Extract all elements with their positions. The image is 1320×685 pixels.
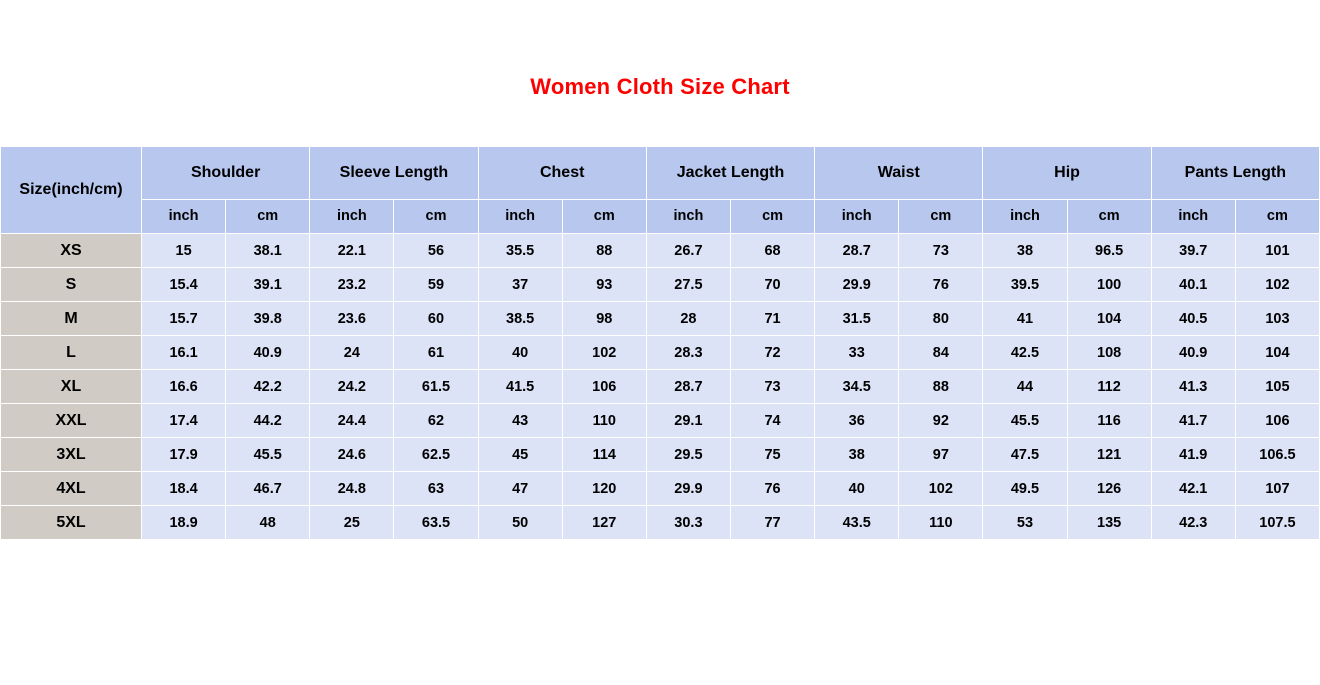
cell-value: 18.9	[142, 506, 226, 540]
cell-value: 15	[142, 234, 226, 268]
table-row	[1, 506, 1320, 540]
cell-value: 40	[478, 336, 562, 370]
row-size-label: XL	[1, 370, 142, 404]
cell-value: 84	[899, 336, 983, 370]
cell-value: 33	[815, 336, 899, 370]
row-size-label: L	[1, 336, 142, 370]
cell-value: 74	[730, 404, 814, 438]
cell-value: 28.7	[646, 370, 730, 404]
cell-value: 107.5	[1235, 506, 1319, 540]
cell-value: 42.5	[983, 336, 1067, 370]
cell-value: 16.6	[142, 370, 226, 404]
cell-value: 17.9	[142, 438, 226, 472]
row-size-label: 5XL	[1, 506, 142, 540]
cell-value: 38.1	[226, 234, 310, 268]
row-size-label: 4XL	[1, 472, 142, 506]
cell-value: 25	[310, 506, 394, 540]
cell-value: 112	[1067, 370, 1151, 404]
header-unit-4: inch	[478, 199, 562, 233]
cell-value: 37	[478, 268, 562, 302]
cell-value: 41.3	[1151, 370, 1235, 404]
cell-value: 103	[1235, 302, 1319, 336]
header-unit-10: inch	[983, 199, 1067, 233]
table-body	[1, 234, 1320, 540]
cell-value: 29.5	[646, 438, 730, 472]
cell-value: 101	[1235, 234, 1319, 268]
cell-value: 39.8	[226, 302, 310, 336]
cell-value: 61.5	[394, 370, 478, 404]
cell-value: 38.5	[478, 302, 562, 336]
cell-value: 43.5	[815, 506, 899, 540]
cell-value: 41.9	[1151, 438, 1235, 472]
cell-value: 73	[899, 234, 983, 268]
cell-value: 42.1	[1151, 472, 1235, 506]
cell-value: 16.1	[142, 336, 226, 370]
group-header-row	[1, 147, 1320, 200]
header-group-shoulder: Shoulder	[142, 147, 310, 200]
table-row	[1, 234, 1320, 268]
cell-value: 107	[1235, 472, 1319, 506]
cell-value: 41.5	[478, 370, 562, 404]
header-unit-13: cm	[1235, 199, 1319, 233]
size-chart-table	[0, 146, 1320, 540]
cell-value: 60	[394, 302, 478, 336]
cell-value: 71	[730, 302, 814, 336]
cell-value: 34.5	[815, 370, 899, 404]
cell-value: 110	[562, 404, 646, 438]
cell-value: 41.7	[1151, 404, 1235, 438]
cell-value: 23.2	[310, 268, 394, 302]
cell-value: 62.5	[394, 438, 478, 472]
header-unit-8: inch	[815, 199, 899, 233]
cell-value: 29.9	[815, 268, 899, 302]
cell-value: 121	[1067, 438, 1151, 472]
cell-value: 93	[562, 268, 646, 302]
cell-value: 38	[983, 234, 1067, 268]
cell-value: 98	[562, 302, 646, 336]
cell-value: 102	[899, 472, 983, 506]
cell-value: 17.4	[142, 404, 226, 438]
header-group-pants-length: Pants Length	[1151, 147, 1319, 200]
header-unit-5: cm	[562, 199, 646, 233]
size-chart-container	[0, 146, 1320, 540]
cell-value: 27.5	[646, 268, 730, 302]
cell-value: 15.7	[142, 302, 226, 336]
cell-value: 108	[1067, 336, 1151, 370]
cell-value: 76	[730, 472, 814, 506]
cell-value: 24	[310, 336, 394, 370]
cell-value: 30.3	[646, 506, 730, 540]
cell-value: 106	[562, 370, 646, 404]
cell-value: 22.1	[310, 234, 394, 268]
cell-value: 49.5	[983, 472, 1067, 506]
cell-value: 36	[815, 404, 899, 438]
row-size-label: S	[1, 268, 142, 302]
table-row	[1, 336, 1320, 370]
header-unit-12: inch	[1151, 199, 1235, 233]
cell-value: 96.5	[1067, 234, 1151, 268]
cell-value: 59	[394, 268, 478, 302]
header-unit-6: inch	[646, 199, 730, 233]
row-size-label: XS	[1, 234, 142, 268]
header-unit-3: cm	[394, 199, 478, 233]
page-title: Women Cloth Size Chart	[530, 74, 790, 99]
cell-value: 40	[815, 472, 899, 506]
cell-value: 40.1	[1151, 268, 1235, 302]
cell-value: 104	[1235, 336, 1319, 370]
cell-value: 15.4	[142, 268, 226, 302]
cell-value: 114	[562, 438, 646, 472]
cell-value: 47.5	[983, 438, 1067, 472]
cell-value: 106.5	[1235, 438, 1319, 472]
cell-value: 120	[562, 472, 646, 506]
header-size-corner: Size(inch/cm)	[1, 147, 142, 234]
cell-value: 28.7	[815, 234, 899, 268]
cell-value: 18.4	[142, 472, 226, 506]
header-unit-7: cm	[730, 199, 814, 233]
cell-value: 38	[815, 438, 899, 472]
cell-value: 102	[562, 336, 646, 370]
cell-value: 116	[1067, 404, 1151, 438]
cell-value: 110	[899, 506, 983, 540]
cell-value: 31.5	[815, 302, 899, 336]
cell-value: 43	[478, 404, 562, 438]
cell-value: 28	[646, 302, 730, 336]
header-group-sleeve-length: Sleeve Length	[310, 147, 478, 200]
cell-value: 68	[730, 234, 814, 268]
cell-value: 42.3	[1151, 506, 1235, 540]
cell-value: 45.5	[983, 404, 1067, 438]
header-group-jacket-length: Jacket Length	[646, 147, 814, 200]
cell-value: 39.7	[1151, 234, 1235, 268]
cell-value: 50	[478, 506, 562, 540]
cell-value: 56	[394, 234, 478, 268]
cell-value: 80	[899, 302, 983, 336]
cell-value: 39.1	[226, 268, 310, 302]
cell-value: 63	[394, 472, 478, 506]
cell-value: 92	[899, 404, 983, 438]
header-group-chest: Chest	[478, 147, 646, 200]
cell-value: 104	[1067, 302, 1151, 336]
cell-value: 75	[730, 438, 814, 472]
cell-value: 45.5	[226, 438, 310, 472]
cell-value: 29.9	[646, 472, 730, 506]
cell-value: 40.9	[226, 336, 310, 370]
cell-value: 77	[730, 506, 814, 540]
cell-value: 44.2	[226, 404, 310, 438]
header-unit-11: cm	[1067, 199, 1151, 233]
cell-value: 23.6	[310, 302, 394, 336]
cell-value: 39.5	[983, 268, 1067, 302]
unit-header-row	[1, 199, 1320, 233]
cell-value: 26.7	[646, 234, 730, 268]
header-unit-0: inch	[142, 199, 226, 233]
cell-value: 40.9	[1151, 336, 1235, 370]
table-row	[1, 302, 1320, 336]
table-row	[1, 370, 1320, 404]
cell-value: 46.7	[226, 472, 310, 506]
row-size-label: M	[1, 302, 142, 336]
row-size-label: 3XL	[1, 438, 142, 472]
cell-value: 53	[983, 506, 1067, 540]
table-row	[1, 268, 1320, 302]
cell-value: 35.5	[478, 234, 562, 268]
cell-value: 127	[562, 506, 646, 540]
cell-value: 61	[394, 336, 478, 370]
header-unit-9: cm	[899, 199, 983, 233]
cell-value: 45	[478, 438, 562, 472]
cell-value: 24.6	[310, 438, 394, 472]
cell-value: 135	[1067, 506, 1151, 540]
cell-value: 42.2	[226, 370, 310, 404]
cell-value: 72	[730, 336, 814, 370]
header-group-waist: Waist	[815, 147, 983, 200]
cell-value: 41	[983, 302, 1067, 336]
header-unit-1: cm	[226, 199, 310, 233]
cell-value: 24.2	[310, 370, 394, 404]
table-row	[1, 404, 1320, 438]
row-size-label: XXL	[1, 404, 142, 438]
cell-value: 24.8	[310, 472, 394, 506]
cell-value: 44	[983, 370, 1067, 404]
cell-value: 102	[1235, 268, 1319, 302]
cell-value: 88	[562, 234, 646, 268]
cell-value: 106	[1235, 404, 1319, 438]
cell-value: 97	[899, 438, 983, 472]
header-group-hip: Hip	[983, 147, 1151, 200]
cell-value: 62	[394, 404, 478, 438]
cell-value: 29.1	[646, 404, 730, 438]
table-row	[1, 438, 1320, 472]
cell-value: 73	[730, 370, 814, 404]
cell-value: 47	[478, 472, 562, 506]
cell-value: 126	[1067, 472, 1151, 506]
cell-value: 24.4	[310, 404, 394, 438]
table-header	[1, 147, 1320, 234]
cell-value: 28.3	[646, 336, 730, 370]
header-unit-2: inch	[310, 199, 394, 233]
cell-value: 63.5	[394, 506, 478, 540]
cell-value: 76	[899, 268, 983, 302]
cell-value: 40.5	[1151, 302, 1235, 336]
cell-value: 100	[1067, 268, 1151, 302]
cell-value: 105	[1235, 370, 1319, 404]
table-row	[1, 472, 1320, 506]
cell-value: 48	[226, 506, 310, 540]
cell-value: 70	[730, 268, 814, 302]
cell-value: 88	[899, 370, 983, 404]
